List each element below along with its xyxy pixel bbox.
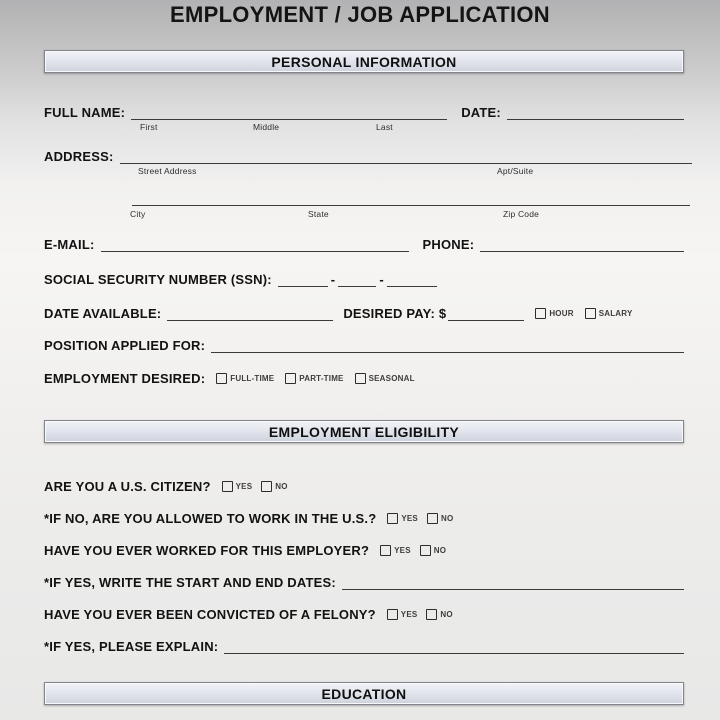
citizen-no-checkbox[interactable]	[261, 481, 272, 492]
desired-option-full-time	[216, 373, 274, 386]
name-sublabel-first: First	[140, 122, 158, 132]
full-name-date-row	[44, 103, 684, 120]
employment-desired-row	[44, 369, 684, 386]
worked-no-label: NO	[433, 546, 447, 555]
allowed-to-work-label: *IF NO, ARE YOU ALLOWED TO WORK IN THE U.S.?	[44, 511, 377, 526]
allowed-yes-label: YES	[401, 514, 418, 523]
allowed-option-yes	[387, 513, 418, 526]
felony-yes-checkbox[interactable]	[387, 609, 398, 620]
felony-no-label: NO	[440, 610, 453, 619]
felony-yes-label: YES	[400, 610, 418, 619]
address-sublabel-city: City	[130, 209, 146, 219]
date-available-label: DATE AVAILABLE:	[44, 306, 162, 321]
full-time-checkbox[interactable]	[216, 373, 227, 384]
allowed-no-checkbox[interactable]	[427, 513, 438, 524]
ssn-part2-input[interactable]	[338, 272, 376, 287]
felony-option-yes	[387, 609, 418, 622]
salary-checkbox[interactable]	[585, 308, 596, 319]
address-line2-input[interactable]	[132, 190, 690, 206]
citizen-yes-label: YES	[235, 482, 253, 491]
salary-label: SALARY	[598, 309, 633, 318]
phone-input[interactable]	[480, 237, 684, 252]
please-explain-label: *IF YES, PLEASE EXPLAIN:	[44, 639, 219, 654]
date-label: DATE:	[461, 105, 501, 120]
worked-yes-label: YES	[394, 546, 411, 555]
email-label: E-MAIL:	[44, 237, 95, 252]
pay-option-salary	[585, 308, 633, 321]
worked-for-employer-row	[44, 541, 684, 558]
date-available-input[interactable]	[167, 306, 333, 321]
date-input[interactable]	[507, 105, 684, 120]
citizen-option-yes	[222, 481, 253, 494]
worked-yes-checkbox[interactable]	[380, 545, 391, 556]
convicted-felony-label: HAVE YOU EVER BEEN CONVICTED OF A FELONY?	[44, 607, 376, 622]
full-name-label: FULL NAME:	[44, 105, 126, 120]
section-header-employment-eligibility: EMPLOYMENT ELIGIBILITY	[44, 420, 684, 443]
worked-option-no	[420, 545, 446, 558]
address-sublabel-zip: Zip Code	[503, 209, 540, 219]
address-sublabel-state: State	[308, 209, 329, 219]
please-explain-row	[44, 637, 684, 654]
felony-option-no	[426, 609, 452, 622]
ssn-row	[44, 270, 684, 287]
allowed-no-label: NO	[440, 514, 454, 523]
part-time-label: PART-TIME	[299, 374, 344, 383]
part-time-checkbox[interactable]	[285, 373, 296, 384]
employment-desired-label: EMPLOYMENT DESIRED:	[44, 371, 206, 386]
convicted-felony-row	[44, 605, 684, 622]
form-title: EMPLOYMENT / JOB APPLICATION	[170, 2, 550, 27]
hour-checkbox[interactable]	[535, 308, 546, 319]
start-end-dates-row	[44, 573, 684, 590]
position-applied-row	[44, 336, 684, 353]
seasonal-checkbox[interactable]	[355, 373, 366, 384]
desired-option-part-time	[285, 373, 343, 386]
worked-for-employer-label: HAVE YOU EVER WORKED FOR THIS EMPLOYER?	[44, 543, 370, 558]
date-available-pay-row	[44, 304, 684, 321]
allowed-option-no	[427, 513, 453, 526]
pay-option-hour	[535, 308, 573, 321]
ssn-part1-input[interactable]	[278, 272, 328, 287]
email-input[interactable]	[101, 237, 409, 252]
start-end-dates-label: *IF YES, WRITE THE START AND END DATES:	[44, 575, 336, 590]
address-sublabel-apt-suite: Apt/Suite	[497, 166, 534, 176]
allowed-yes-checkbox[interactable]	[387, 513, 398, 524]
us-citizen-label: ARE YOU A U.S. CITIZEN?	[44, 479, 211, 494]
address-line1-input[interactable]	[120, 149, 693, 164]
name-sublabel-last: Last	[376, 122, 393, 132]
desired-option-seasonal	[355, 373, 415, 386]
ssn-separator2: -	[379, 272, 384, 287]
address-label: ADDRESS:	[44, 149, 114, 164]
please-explain-input[interactable]	[224, 639, 684, 654]
start-end-dates-input[interactable]	[342, 575, 684, 590]
position-applied-label: POSITION APPLIED FOR:	[44, 338, 206, 353]
name-sublabel-middle: Middle	[253, 122, 280, 132]
section-header-education: EDUCATION	[44, 682, 684, 705]
full-time-label: FULL-TIME	[230, 374, 275, 383]
phone-label: PHONE:	[422, 237, 475, 252]
worked-no-checkbox[interactable]	[420, 545, 431, 556]
allowed-to-work-row	[44, 509, 684, 526]
desired-pay-label: DESIRED PAY: $	[343, 306, 447, 321]
worked-option-yes	[380, 545, 411, 558]
us-citizen-row	[44, 477, 684, 494]
desired-pay-input[interactable]	[448, 306, 524, 321]
ssn-part3-input[interactable]	[387, 272, 437, 287]
address-row	[44, 147, 692, 164]
seasonal-label: SEASONAL	[368, 374, 415, 383]
full-name-input[interactable]	[131, 105, 447, 120]
position-applied-input[interactable]	[211, 338, 684, 353]
ssn-label: SOCIAL SECURITY NUMBER (SSN):	[44, 272, 272, 287]
citizen-no-label: NO	[275, 482, 288, 491]
section-header-personal-information: PERSONAL INFORMATION	[44, 50, 684, 73]
citizen-option-no	[261, 481, 287, 494]
email-phone-row	[44, 235, 684, 252]
ssn-separator: -	[330, 272, 336, 287]
address-sublabel-street: Street Address	[138, 166, 197, 176]
hour-label: HOUR	[549, 309, 574, 318]
citizen-yes-checkbox[interactable]	[222, 481, 233, 492]
felony-no-checkbox[interactable]	[426, 609, 437, 620]
